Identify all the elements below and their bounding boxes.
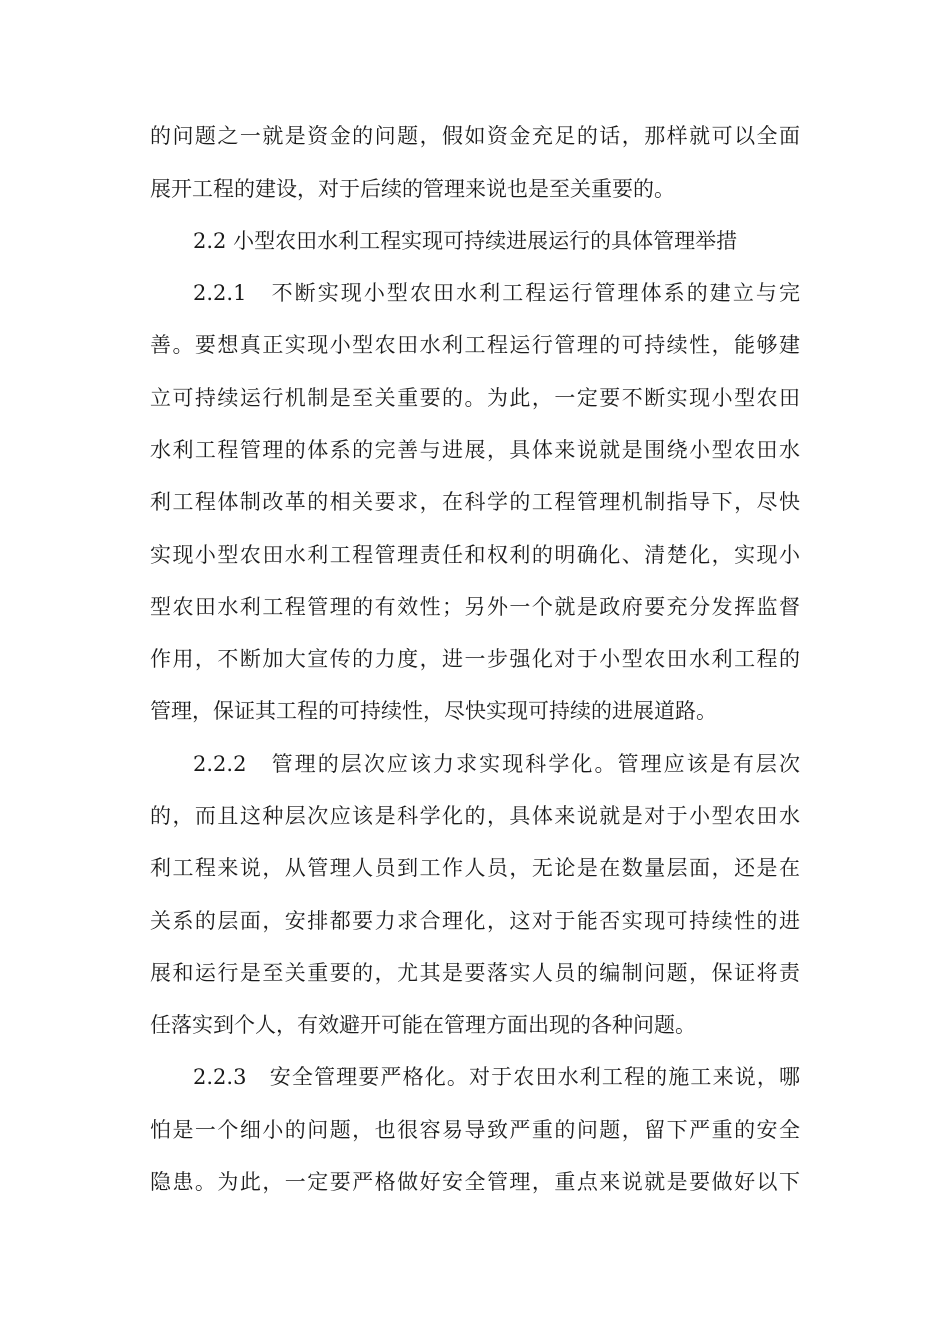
text-line: 利工程来说，从管理人员到工作人员，无论是在数量层面，还是在 bbox=[150, 856, 800, 880]
subsection-heading-line: 2.2.3 安全管理要严格化。对于农田水利工程的施工来说，哪 bbox=[193, 1065, 800, 1089]
text-line: 立可持续运行机制是至关重要的。为此，一定要不断实现小型农田 bbox=[150, 386, 800, 410]
text-line: 任落实到个人，有效避开可能在管理方面出现的各种问题。 bbox=[150, 1013, 696, 1037]
text-line: 的，而且这种层次应该是科学化的，具体来说就是对于小型农田水 bbox=[150, 804, 800, 828]
text-line: 管理，保证其工程的可持续性，尽快实现可持续的进展道路。 bbox=[150, 699, 717, 723]
text-line: 作用，不断加大宣传的力度，进一步强化对于小型农田水利工程的 bbox=[150, 647, 800, 671]
subsection-heading-line: 2.2.1 不断实现小型农田水利工程运行管理体系的建立与完 bbox=[193, 281, 800, 305]
text-line: 实现小型农田水利工程管理责任和权利的明确化、清楚化，实现小 bbox=[150, 543, 800, 567]
text-line: 关系的层面，安排都要力求合理化，这对于能否实现可持续性的进 bbox=[150, 909, 800, 933]
subsection-heading-line: 2.2.2 管理的层次应该力求实现科学化。管理应该是有层次 bbox=[193, 752, 800, 776]
text-line: 的问题之一就是资金的问题，假如资金充足的话，那样就可以全面 bbox=[150, 124, 800, 148]
text-line: 隐患。为此，一定要严格做好安全管理，重点来说就是要做好以下 bbox=[150, 1170, 800, 1194]
text-line: 水利工程管理的体系的完善与进展，具体来说就是围绕小型农田水 bbox=[150, 438, 800, 462]
text-line: 展和运行是至关重要的，尤其是要落实人员的编制问题，保证将责 bbox=[150, 961, 800, 985]
text-line: 利工程体制改革的相关要求，在科学的工程管理机制指导下，尽快 bbox=[150, 490, 800, 514]
text-line: 善。要想真正实现小型农田水利工程运行管理的可持续性，能够建 bbox=[150, 333, 800, 357]
text-line: 型农田水利工程管理的有效性；另外一个就是政府要充分发挥监督 bbox=[150, 595, 800, 619]
section-heading: 2.2 小型农田水利工程实现可持续进展运行的具体管理举措 bbox=[193, 229, 738, 253]
text-line: 展开工程的建设，对于后续的管理来说也是至关重要的。 bbox=[150, 177, 675, 201]
text-line: 怕是一个细小的问题，也很容易导致严重的问题，留下严重的安全 bbox=[150, 1118, 800, 1142]
